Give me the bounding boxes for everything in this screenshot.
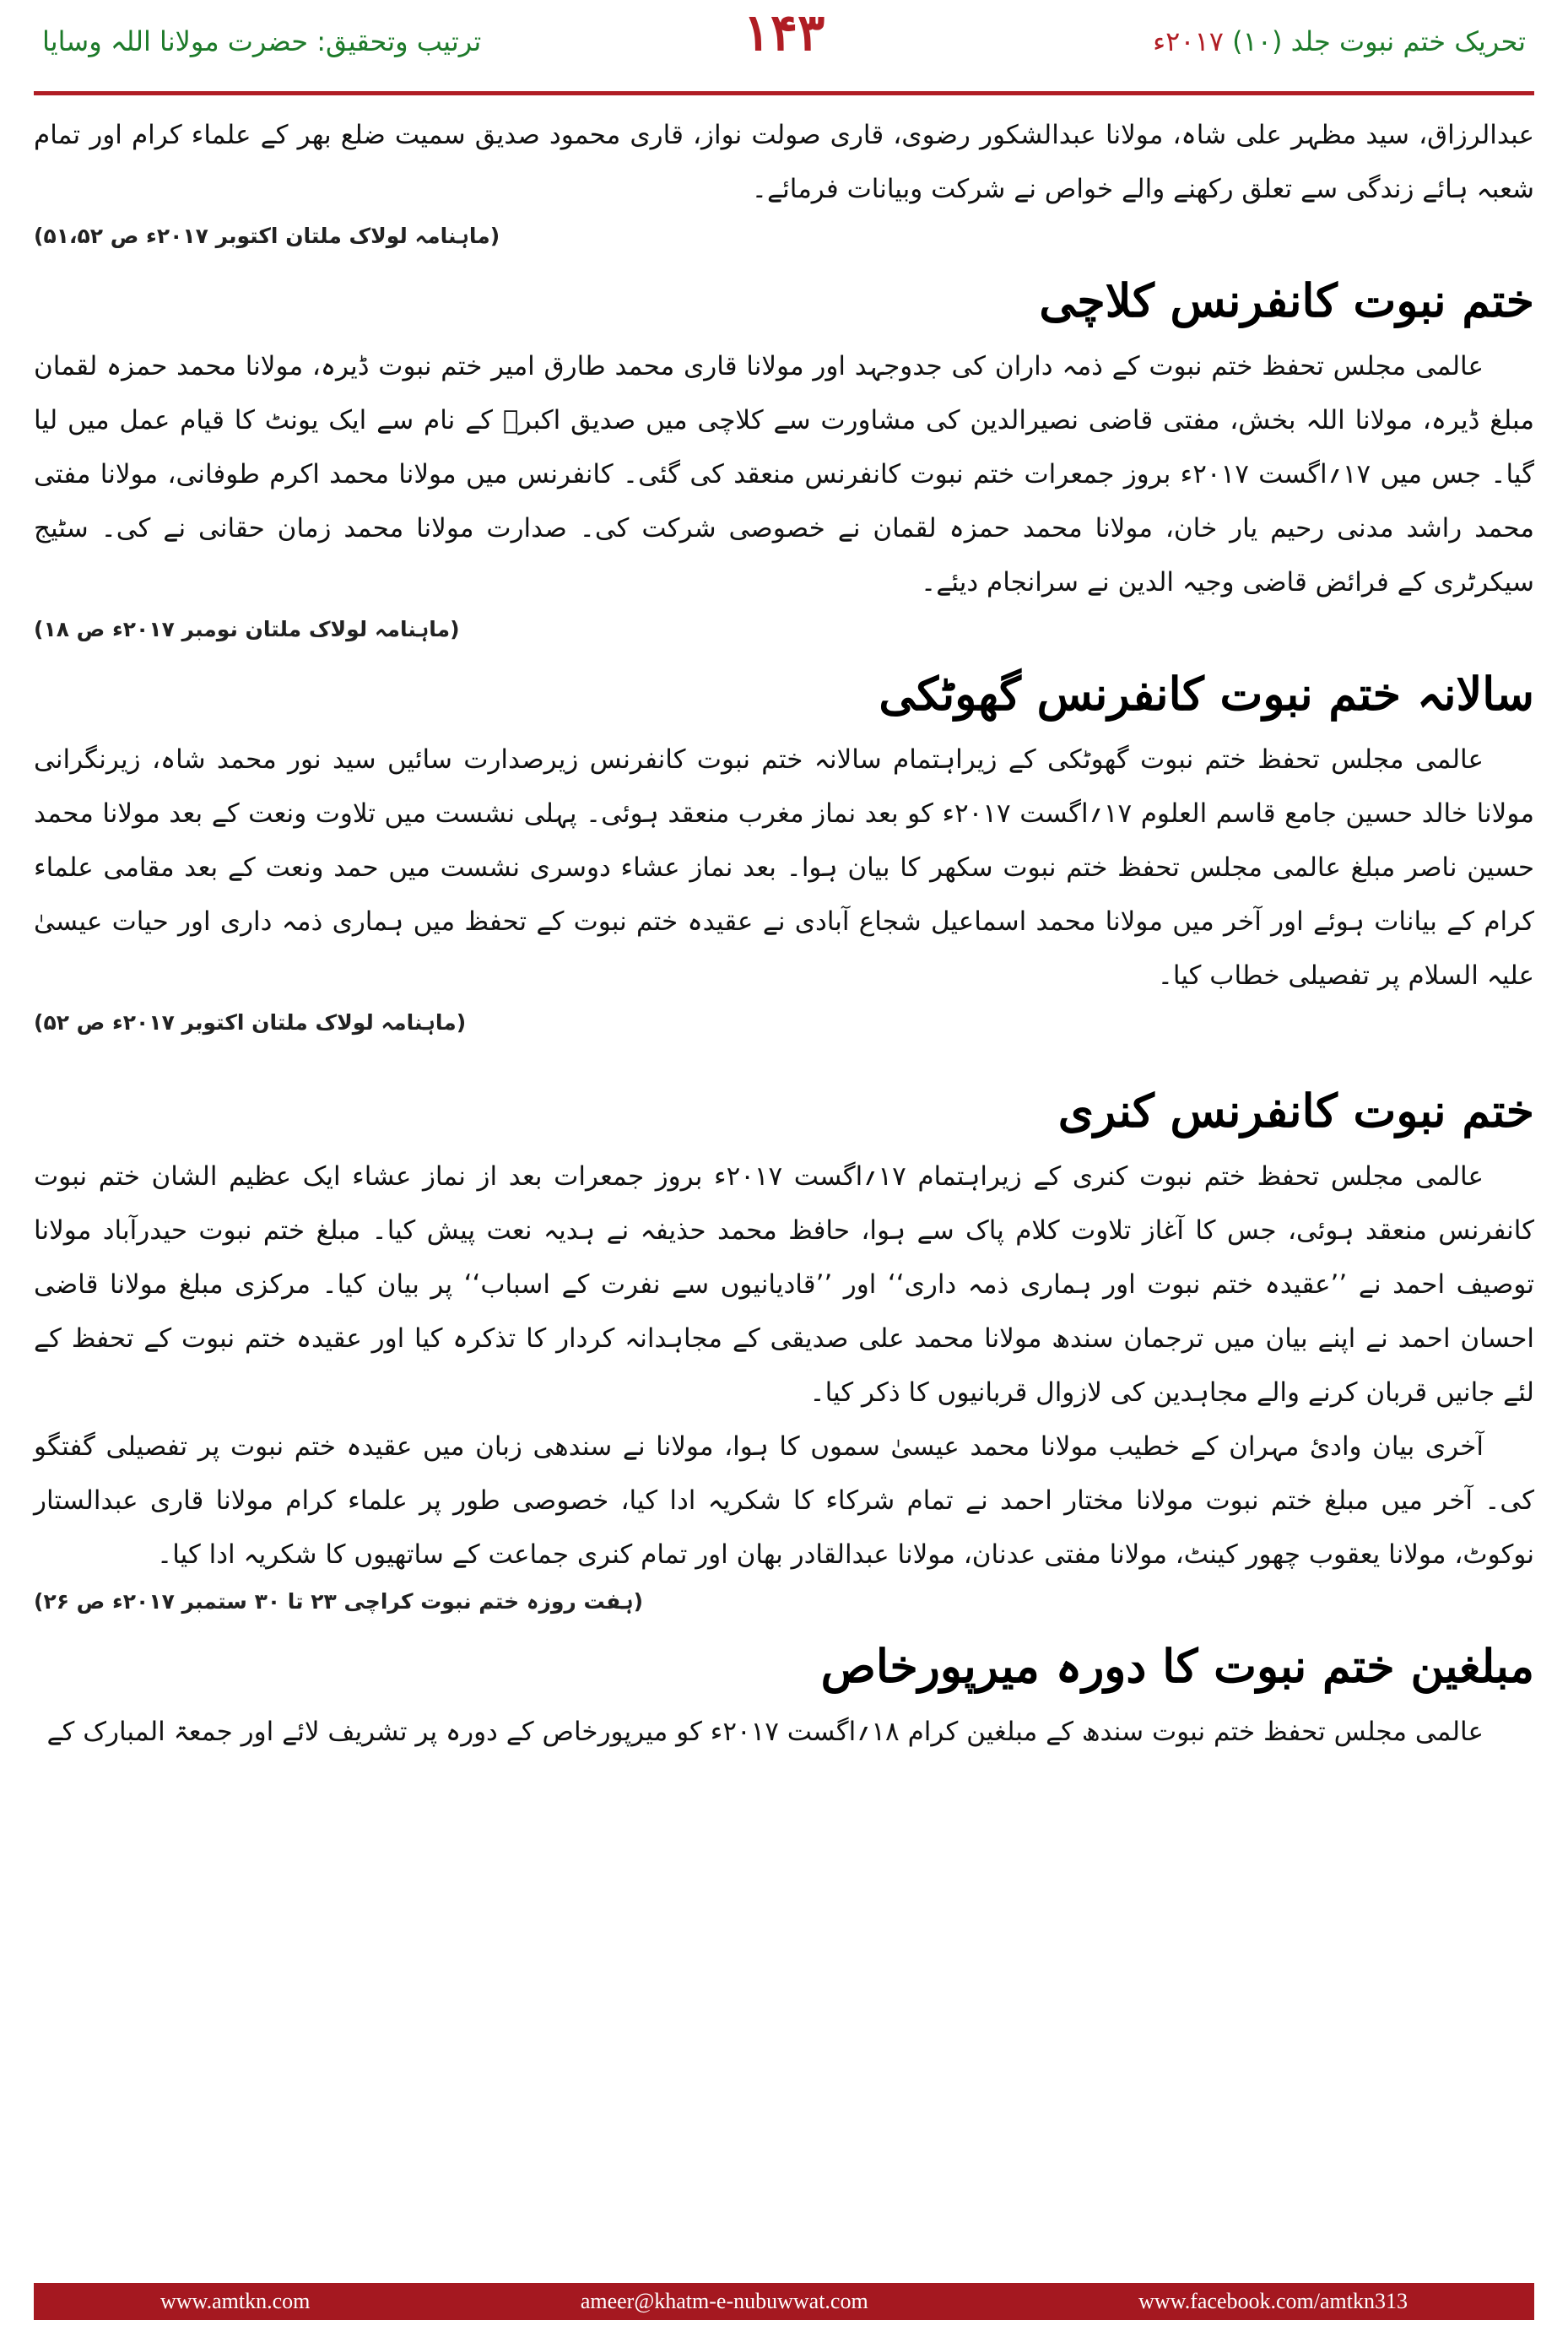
- header-year: ۲۰۱۷ء: [1153, 25, 1224, 57]
- section-paragraph-mirpurkhas: عالمی مجلس تحفظ ختم نبوت سندھ کے مبلغین کرام ۱۸؍اگست ۲۰۱۷ء کو میرپورخاص کے دورہ پر تشریف لائے اور جمعۃ المبارک کے: [46, 1717, 1484, 1747]
- intro-citation: (ماہنامہ لولاک ملتان اکتوبر ۲۰۱۷ء ص ۵۱،۵۲): [34, 224, 500, 248]
- section-paragraph-ghotki: عالمی مجلس تحفظ ختم نبوت گھوٹکی کے زیراہتمام سالانہ ختم نبوت کانفرنس زیرصدارت سائیں سید نور محمد شاہ، زیرنگرانی مولانا خالد حسین جامع قاسم العلوم ۱۷؍اگست ۲۰۱۷ء کو بعد نماز مغرب منعقد ہوئی۔ پہلی نشست میں تلاوت ونعت کے بعد مولانا محمد حسین ناصر مبلغ عالمی مجلس تحفظ ختم نبوت سکھر کا بیان ہوا۔ بعد نماز عشاء دوسری نشست میں حمد ونعت کے بعد مقامی علماء کرام کے بیانات ہوئے اور آخر میں مولانا محمد اسماعیل شجاع آبادی نے عقیدہ ختم نبوت کے تحفظ میں ہماری ذمہ داری اور حیات عیسیٰ علیہ السلام پر تفصیلی خطاب کیا۔: [34, 744, 1534, 991]
- spacer: [34, 1050, 1534, 1065]
- header-compiler: ترتیب وتحقیق: حضرت مولانا اللہ وسایا: [42, 25, 482, 57]
- header-title-text: تحریک ختم نبوت جلد (۱۰): [1232, 25, 1526, 57]
- page-number: ۱۴۳: [743, 3, 825, 62]
- section-citation-kunri: (ہفت روزہ ختم نبوت کراچی ۲۳ تا ۳۰ ستمبر ۲۰۱۷ء ص ۲۶): [34, 1589, 644, 1614]
- header-book-title: [1153, 25, 1526, 57]
- section-citation-ghotki: (ماہنامہ لولاک ملتان اکتوبر ۲۰۱۷ء ص ۵۲): [34, 1010, 467, 1035]
- section-heading-kalachi: ختم نبوت کانفرنس کلاچی: [1039, 273, 1534, 327]
- section-paragraph-kunri-2: آخری بیان وادئ مہران کے خطیب مولانا محمد عیسیٰ سموں کا ہوا، مولانا نے سندھی زبان میں عقیدہ ختم نبوت پر تفصیلی گفتگو کی۔ آخر میں مبلغ ختم نبوت مولانا مختار احمد نے تمام شرکاء کا شکریہ ادا کیا، خصوصی طور پر علماء کرام مولانا قاری عبدالستار نوکوٹ، مولانا یعقوب چھور کینٹ، مولانا مفتی عدنان، مولانا عبدالقادر بھان اور تمام کنری جماعت کے ساتھیوں کا شکریہ ادا کیا۔: [34, 1431, 1534, 1570]
- footer-email-link[interactable]: ameer@khatm-e-nubuwwat.com: [580, 2289, 868, 2313]
- footer-website-link[interactable]: www.amtkn.com: [160, 2289, 311, 2313]
- section-heading-kunri: ختم نبوت کانفرنس کنری: [1057, 1084, 1534, 1138]
- page-footer: [34, 2283, 1534, 2320]
- footer-facebook-link[interactable]: www.facebook.com/amtkn313: [1138, 2289, 1408, 2313]
- section-heading-mirpurkhas: مبلغین ختم نبوت کا دورہ میرپورخاص: [820, 1639, 1534, 1693]
- article-body: [34, 108, 1534, 1759]
- section-heading-ghotki: سالانہ ختم نبوت کانفرنس گھوٹکی: [879, 667, 1534, 721]
- intro-paragraph: عبدالرزاق، سید مظہر علی شاہ، مولانا عبدالشکور رضوی، قاری صولت نواز، قاری محمود صدیق سمیت ضلع بھر کے علماء کرام اور تمام شعبہ ہائے زندگی سے تعلق رکھنے والے خواص نے شرکت وبیانات فرمائے۔: [34, 120, 1534, 204]
- section-citation-kalachi: (ماہنامہ لولاک ملتان نومبر ۲۰۱۷ء ص ۱۸): [34, 617, 460, 641]
- section-paragraph-kunri-1: عالمی مجلس تحفظ ختم نبوت کنری کے زیراہتمام ۱۷؍اگست ۲۰۱۷ء بروز جمعرات بعد از نماز عشاء ایک عظیم الشان ختم نبوت کانفرنس منعقد ہوئی، جس کا آغاز تلاوت کلام پاک سے ہوا، حافظ محمد حذیفہ نے ہدیہ نعت پیش کیا۔ مبلغ ختم نبوت حیدرآباد مولانا توصیف احمد نے ’’عقیدہ ختم نبوت اور ہماری ذمہ داری‘‘ اور ’’قادیانیوں سے نفرت کے اسباب‘‘ پر بیان کیا۔ مرکزی مبلغ مولانا قاضی احسان احمد نے اپنے بیان میں ترجمان سندھ مولانا محمد علی صدیقی کے مجاہدانہ کردار کا تذکرہ کیا اور عقیدہ ختم نبوت کے تحفظ کے لئے جانیں قربان کرنے والے مجاہدین کی لازوال قربانیوں کا ذکر کیا۔: [34, 1161, 1534, 1408]
- page-header: [25, 0, 1543, 76]
- header-divider: [34, 91, 1534, 95]
- section-paragraph-kalachi: عالمی مجلس تحفظ ختم نبوت کے ذمہ داران کی جدوجہد اور مولانا قاری محمد طارق امیر ختم نبوت ڈیرہ، مولانا محمد حمزہ لقمان مبلغ ڈیرہ، مولانا اللہ بخش، مفتی قاضی نصیرالدین کی مشاورت سے کلاچی میں صدیق اکبرؓ کے نام سے ایک یونٹ کا قیام عمل میں لیا گیا۔ جس میں ۱۷؍اگست ۲۰۱۷ء بروز جمعرات ختم نبوت کانفرنس منعقد کی گئی۔ کانفرنس میں مولانا محمد اکرم طوفانی، مولانا مفتی محمد راشد مدنی رحیم یار خان، مولانا محمد حمزہ لقمان نے خصوصی شرکت کی۔ صدارت مولانا محمد زمان حقانی نے کی۔ سٹیج سیکرٹری کے فرائض قاضی وجیہ الدین نے سرانجام دیئے۔: [34, 351, 1535, 598]
